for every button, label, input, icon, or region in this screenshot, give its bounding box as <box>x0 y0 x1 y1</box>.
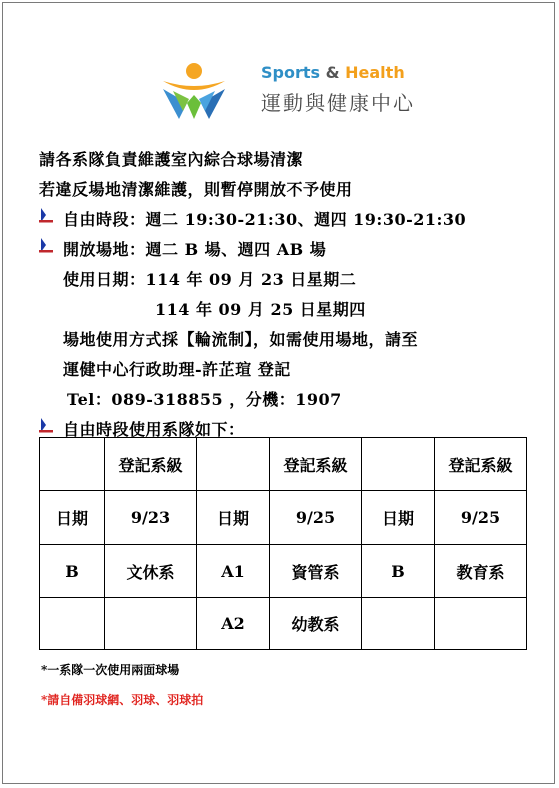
brand-amp: & <box>325 63 340 82</box>
table-cell: 9/25 <box>270 491 362 545</box>
tel-line: Tel：089-318855 ，分機：1907 <box>67 390 342 409</box>
table-cell: 日期 <box>40 491 105 545</box>
table-cell: A1 <box>197 545 270 598</box>
table-cell <box>435 598 527 650</box>
sports-health-logo-icon <box>159 59 229 125</box>
document-page <box>2 2 555 784</box>
list-header-line: 自由時段使用系隊如下： <box>63 420 245 439</box>
table-cell: 登記系級 <box>270 438 362 491</box>
brand-english <box>261 63 405 82</box>
notice-line-1: 請各系隊負責維護室內綜合球場清潔 <box>39 150 304 169</box>
table-row <box>40 438 527 491</box>
table-cell: B <box>362 545 435 598</box>
table-row <box>40 491 527 545</box>
table-row <box>40 545 527 598</box>
arrow-bullet-icon <box>37 207 55 223</box>
method-line-1: 場地使用方式採【輪流制】，如需使用場地，請至 <box>63 330 419 349</box>
table-cell: 9/23 <box>105 491 197 545</box>
table-cell <box>197 438 270 491</box>
brand-chinese: 運動與健康中心 <box>261 91 415 115</box>
open-venue-line: 開放場地：週二 B 場、週四 AB 場 <box>63 240 327 259</box>
table-cell: 文休系 <box>105 545 197 598</box>
method-line-2: 運健中心行政助理-許芷瑄 登記 <box>63 360 291 379</box>
notice-line-2: 若違反場地清潔維護，則暫停開放不予使用 <box>39 180 353 199</box>
table-cell: B <box>40 545 105 598</box>
use-date-line-1: 使用日期：114 年 09 月 23 日星期二 <box>63 270 357 289</box>
table-cell: 日期 <box>197 491 270 545</box>
note-bring-equipment: *請自備羽球網、羽球、羽球拍 <box>41 693 204 707</box>
schedule-table <box>39 437 527 650</box>
table-cell: 9/25 <box>435 491 527 545</box>
arrow-bullet-icon <box>37 237 55 253</box>
table-cell <box>362 598 435 650</box>
brand-sports: Sports <box>261 63 321 82</box>
table-cell <box>40 598 105 650</box>
arrow-bullet-icon <box>37 417 55 433</box>
note-two-courts: *一系隊一次使用兩面球場 <box>41 663 180 677</box>
table-cell: 登記系級 <box>435 438 527 491</box>
table-cell: 教育系 <box>435 545 527 598</box>
table-cell: 登記系級 <box>105 438 197 491</box>
table-row <box>40 598 527 650</box>
use-date-line-2: 114 年 09 月 25 日星期四 <box>155 300 366 319</box>
free-time-line: 自由時段：週二 19:30-21:30、週四 19:30-21:30 <box>63 210 467 229</box>
table-cell: 日期 <box>362 491 435 545</box>
table-cell <box>40 438 105 491</box>
table-cell: 資管系 <box>270 545 362 598</box>
table-cell: 幼教系 <box>270 598 362 650</box>
brand-health: Health <box>345 63 405 82</box>
table-cell: A2 <box>197 598 270 650</box>
table-cell <box>105 598 197 650</box>
table-cell <box>362 438 435 491</box>
